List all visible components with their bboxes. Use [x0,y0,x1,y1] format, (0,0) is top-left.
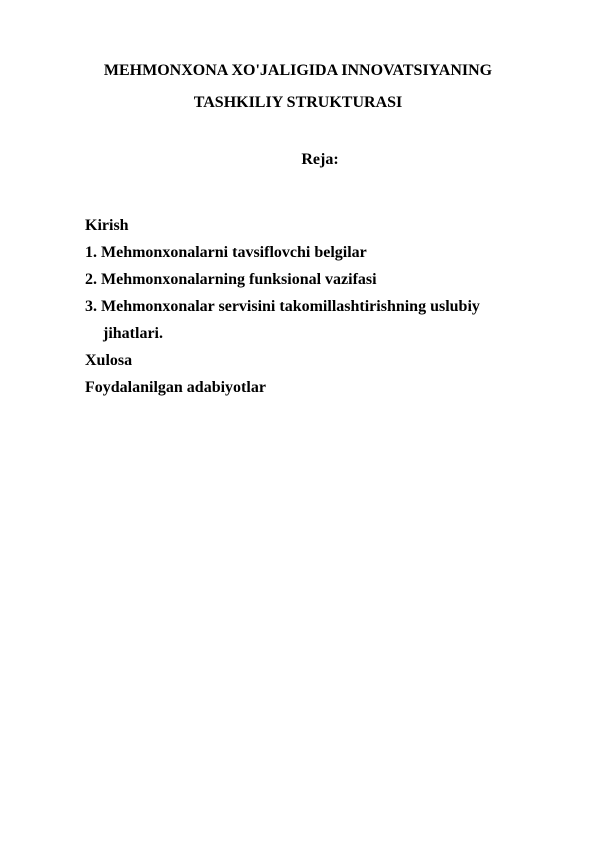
toc-item-2: 2. Mehmonxonalarning funksional vazifasi [85,271,377,288]
toc-item-conclusion: Xulosa [85,352,133,369]
document-title-line-2: TASHKILIY STRUKTURASI [193,94,403,111]
toc-item-1: 1. Mehmonxonalarni tavsiflovchi belgilar [85,244,367,261]
toc-item-introduction: Kirish [85,217,129,234]
plan-heading: Reja: [301,151,339,168]
document-title-line-1: MEHMONXONA XO'JALIGIDA INNOVATSIYANING [103,62,493,79]
toc-item-3-continuation: jihatlari. [103,325,163,342]
toc-item-3: 3. Mehmonxonalar servisini takomillashtirishning uslubiy [85,298,480,315]
table-of-contents [85,212,565,401]
toc-item-references: Foydalanilgan adabiyotlar [85,379,266,396]
